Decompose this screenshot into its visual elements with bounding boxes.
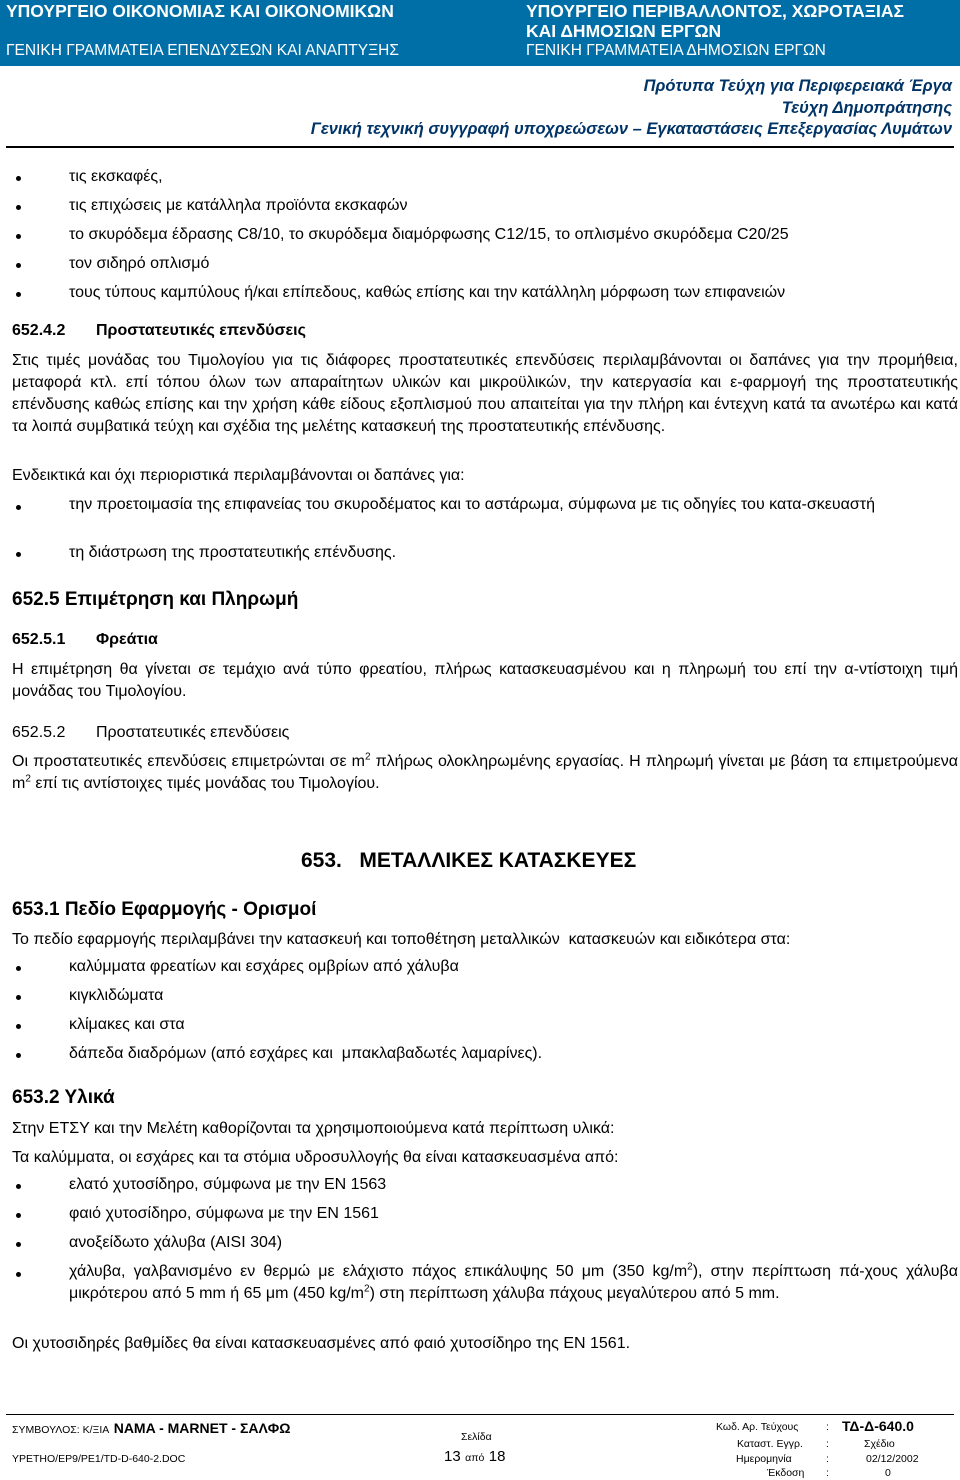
bullet-dot bbox=[16, 1213, 21, 1218]
section-653-2-heading: 653.2 Υλικά bbox=[12, 1087, 115, 1108]
bullet-dot bbox=[16, 234, 21, 239]
bullet-dot bbox=[16, 552, 21, 557]
list-item: ελατό χυτοσίδηρο, σύμφωνα με την EN 1563 bbox=[69, 1176, 387, 1193]
bullet-dot bbox=[16, 263, 21, 268]
list-item: ανοξείδωτο χάλυβα (AISI 304) bbox=[69, 1234, 283, 1251]
list-item: κιγκλιδώματα bbox=[69, 987, 164, 1004]
footer-page-number: 13 από 18 bbox=[444, 1448, 506, 1465]
list-item: κλίμακες και στα bbox=[69, 1016, 185, 1033]
meta-label: Έκδοση bbox=[767, 1467, 805, 1479]
bullet-dot bbox=[16, 1024, 21, 1029]
section-652-5-1-number: 652.5.1 bbox=[12, 631, 66, 648]
section-652-5-heading: 652.5 Επιμέτρηση και Πληρωμή bbox=[12, 589, 299, 610]
running-header-2: Τεύχη Δημοπράτησης bbox=[781, 99, 952, 117]
bullet-dot bbox=[16, 505, 21, 510]
ministry-right-title: ΥΠΟΥΡΓΕΙΟ ΠΕΡΙΒΑΛΛΟΝΤΟΣ, ΧΩΡΟΤΑΞΙΑΣ bbox=[526, 1, 905, 21]
list-item: τις επιχώσεις με κατάλληλα προϊόντα εκσκαφών bbox=[69, 197, 408, 214]
list-item: τους τύπους καμπύλους ή/και επίπεδους, καθώς επίσης και την κατάλληλη μόρφωση των επιφανειών bbox=[69, 284, 786, 301]
list-item: τις εκσκαφές, bbox=[69, 168, 163, 185]
running-header-3: Γενική τεχνική συγγραφή υποχρεώσεων – Εγκαταστάσεις Επεξεργασίας Λυμάτων bbox=[310, 120, 952, 138]
section-652-4-2-title: Προστατευτικές επενδύσεις bbox=[96, 322, 306, 339]
list-item: καλύμματα φρεατίων και εσχάρες ομβρίων από χάλυβα bbox=[69, 958, 459, 975]
bullet-dot bbox=[16, 1242, 21, 1247]
section-653-2-text-1: Στην ΕΤΣΥ και την Μελέτη καθορίζονται τα χρησιμοποιούμενα κατά περίπτωση υλικά: bbox=[12, 1120, 615, 1137]
list-item: την προετοιμασία της επιφανείας του σκυροδέματος και το αστάρωμα, σύμφωνα με τις οδηγίες του κατα-σκευαστή bbox=[69, 496, 875, 513]
list-item: δάπεδα διαδρόμων (από εσχάρες και μπακλαβαδωτές λαμαρίνες). bbox=[69, 1045, 543, 1062]
section-652-4-2-intro: Ενδεικτικά και όχι περιοριστικά περιλαμβάνονται οι δαπάνες για: bbox=[12, 467, 465, 484]
section-652-4-2-number: 652.4.2 bbox=[12, 322, 66, 339]
meta-colon: : bbox=[826, 1467, 829, 1479]
meta-value-date: 02/12/2002 bbox=[866, 1453, 919, 1465]
section-653-1-text: Το πεδίο εφαρμογής περιλαμβάνει την κατασκευή και τοποθέτηση μεταλλικών κατασκευών και ειδικότερα στα: bbox=[12, 931, 791, 948]
list-item: τον σιδηρό οπλισμό bbox=[69, 255, 210, 272]
section-652-4-2-paragraph: Στις τιμές μονάδας του Τιμολογίου για τις διάφορες προστατευτικές επενδύσεις περιλαμβάνονται οι δαπάνες για την προμήθεια, μεταφορά κτλ. επί τόπου όλων των απαραίτητων υλικών και μικροϋλικών, την κατεργασία και ε-φαρμογή της προστατευτικής επένδυσης καθώς επίσης και την χρήση κάθε είδους εξοπλισμού που απαιτείται για την πλήρη και έντεχνη κατά τα ανωτέρω και κατά τα λοιπά συμβατικά τεύχη και σχέδια της μελέτης κατασκευή της προστατευτικής επένδυσης. bbox=[12, 352, 958, 435]
section-652-5-2-number: 652.5.2 bbox=[12, 724, 66, 741]
meta-label: Ημερομηνία bbox=[736, 1453, 792, 1465]
ministry-right-subtitle: ΓΕΝΙΚΗ ΓΡΑΜΜΑΤΕΙΑ ΔΗΜΟΣΙΩΝ ΕΡΓΩΝ bbox=[526, 42, 826, 59]
bullet-dot bbox=[16, 995, 21, 1000]
footer-rule bbox=[6, 1414, 954, 1415]
section-652-5-1-text: Η επιμέτρηση θα γίνεται σε τεμάχιο ανά τύπο φρεατίου, πλήρως κατασκευασμένου και η πληρωμή του επί την α-ντίστοιχη τιμή μονάδας του Τιμολογίου. bbox=[12, 661, 958, 700]
list-item: φαιό χυτοσίδηρο, σύμφωνα με την EN 1561 bbox=[69, 1205, 379, 1222]
list-item: το σκυρόδεμα έδρασης C8/10, το σκυρόδεμα διαμόρφωσης C12/15, το οπλισμένο σκυρόδεμα C20/25 bbox=[69, 226, 789, 243]
list-item: τη διάστρωση της προστατευτικής επένδυσης. bbox=[69, 544, 397, 561]
bullet-dot bbox=[16, 176, 21, 181]
meta-label: Καταστ. Εγγρ. bbox=[737, 1438, 803, 1450]
section-652-5-2-text: Οι προστατευτικές επενδύσεις επιμετρώνται σε $m^2$ πλήρως ολοκληρωμένης εργασίας. Η πληρωμή γίνεται με βάση τα επιμετρούμενα $m^2$ επί τις αντίστοιχες τιμές μονάδας του Τιμολογίου. bbox=[12, 751, 958, 792]
header-rule bbox=[6, 146, 954, 148]
section-653-1-heading: 653.1 Πεδίο Εφαρμογής - Ορισμοί bbox=[12, 899, 317, 920]
bullet-dot bbox=[16, 205, 21, 210]
advisor-label: ΣΥΜΒΟΥΛΟΣ: Κ/ΞΙΑ bbox=[12, 1424, 110, 1436]
running-header-1: Πρότυπα Τεύχη για Περιφερειακά Έργα bbox=[643, 77, 952, 95]
bullet-dot bbox=[16, 1184, 21, 1189]
bullet-dot bbox=[16, 292, 21, 297]
meta-label: Κωδ. Αρ. Τεύχους bbox=[716, 1421, 799, 1433]
ministry-right-title-2: ΚΑΙ ΔΗΜΟΣΙΩΝ ΕΡΓΩΝ bbox=[526, 21, 722, 41]
footer-page-label: Σελίδα bbox=[461, 1431, 492, 1443]
section-653-2-text-2: Τα καλύμματα, οι εσχάρες και τα στόμια υδροσυλλογής θα είναι κατασκευασμένα από: bbox=[12, 1149, 619, 1166]
section-653-2-text-3: Οι χυτοσιδηρές βαθμίδες θα είναι κατασκευασμένες από φαιό χυτοσίδηρο της EN 1561. bbox=[12, 1335, 631, 1352]
meta-colon: : bbox=[826, 1421, 829, 1433]
meta-colon: : bbox=[826, 1438, 829, 1450]
bullet-dot bbox=[16, 1053, 21, 1058]
bullet-dot bbox=[16, 1272, 21, 1277]
advisor-name: NAMA - MARNET - ΣΑΛΦΩ bbox=[113, 1420, 291, 1436]
section-652-5-2-title: Προστατευτικές επενδύσεις bbox=[96, 724, 290, 741]
meta-colon: : bbox=[826, 1453, 829, 1465]
ministry-left-subtitle: ΓΕΝΙΚΗ ΓΡΑΜΜΑΤΕΙΑ ΕΠΕΝΔΥΣΕΩΝ ΚΑΙ ΑΝΑΠΤΥΞΗΣ bbox=[6, 42, 399, 59]
list-item: χάλυβα, γαλβανισμένο εν θερμώ με ελάχιστο πάχος επικάλυψης 50 μm (350 $kg/m^2$), στην περίπτωση πά-χους χάλυβα μικρότερου από 5 mm ή 65 μm (450 $kg/m^2$) στη περίπτωση χάλυβα πάχους μεγαλύτερου από 5 mm. bbox=[69, 1261, 958, 1302]
meta-value-code: ΤΔ-Δ-640.0 bbox=[842, 1418, 914, 1434]
bullet-dot bbox=[16, 966, 21, 971]
meta-value-status: Σχέδιο bbox=[864, 1438, 895, 1450]
meta-value-edition: 0 bbox=[885, 1467, 891, 1479]
chapter-653-heading: 653. ΜΕΤΑΛΛΙΚΕΣ ΚΑΤΑΣΚΕΥΕΣ bbox=[301, 849, 637, 872]
footer-doc-code: YPETHO/EP9/PE1/TD-D-640-2.DOC bbox=[12, 1453, 186, 1465]
section-652-5-1-title: Φρεάτια bbox=[96, 631, 158, 648]
footer-advisor bbox=[12, 1420, 291, 1438]
ministry-left-title: ΥΠΟΥΡΓΕΙΟ ΟΙΚΟΝΟΜΙΑΣ ΚΑΙ ΟΙΚΟΝΟΜΙΚΩΝ bbox=[6, 1, 394, 21]
